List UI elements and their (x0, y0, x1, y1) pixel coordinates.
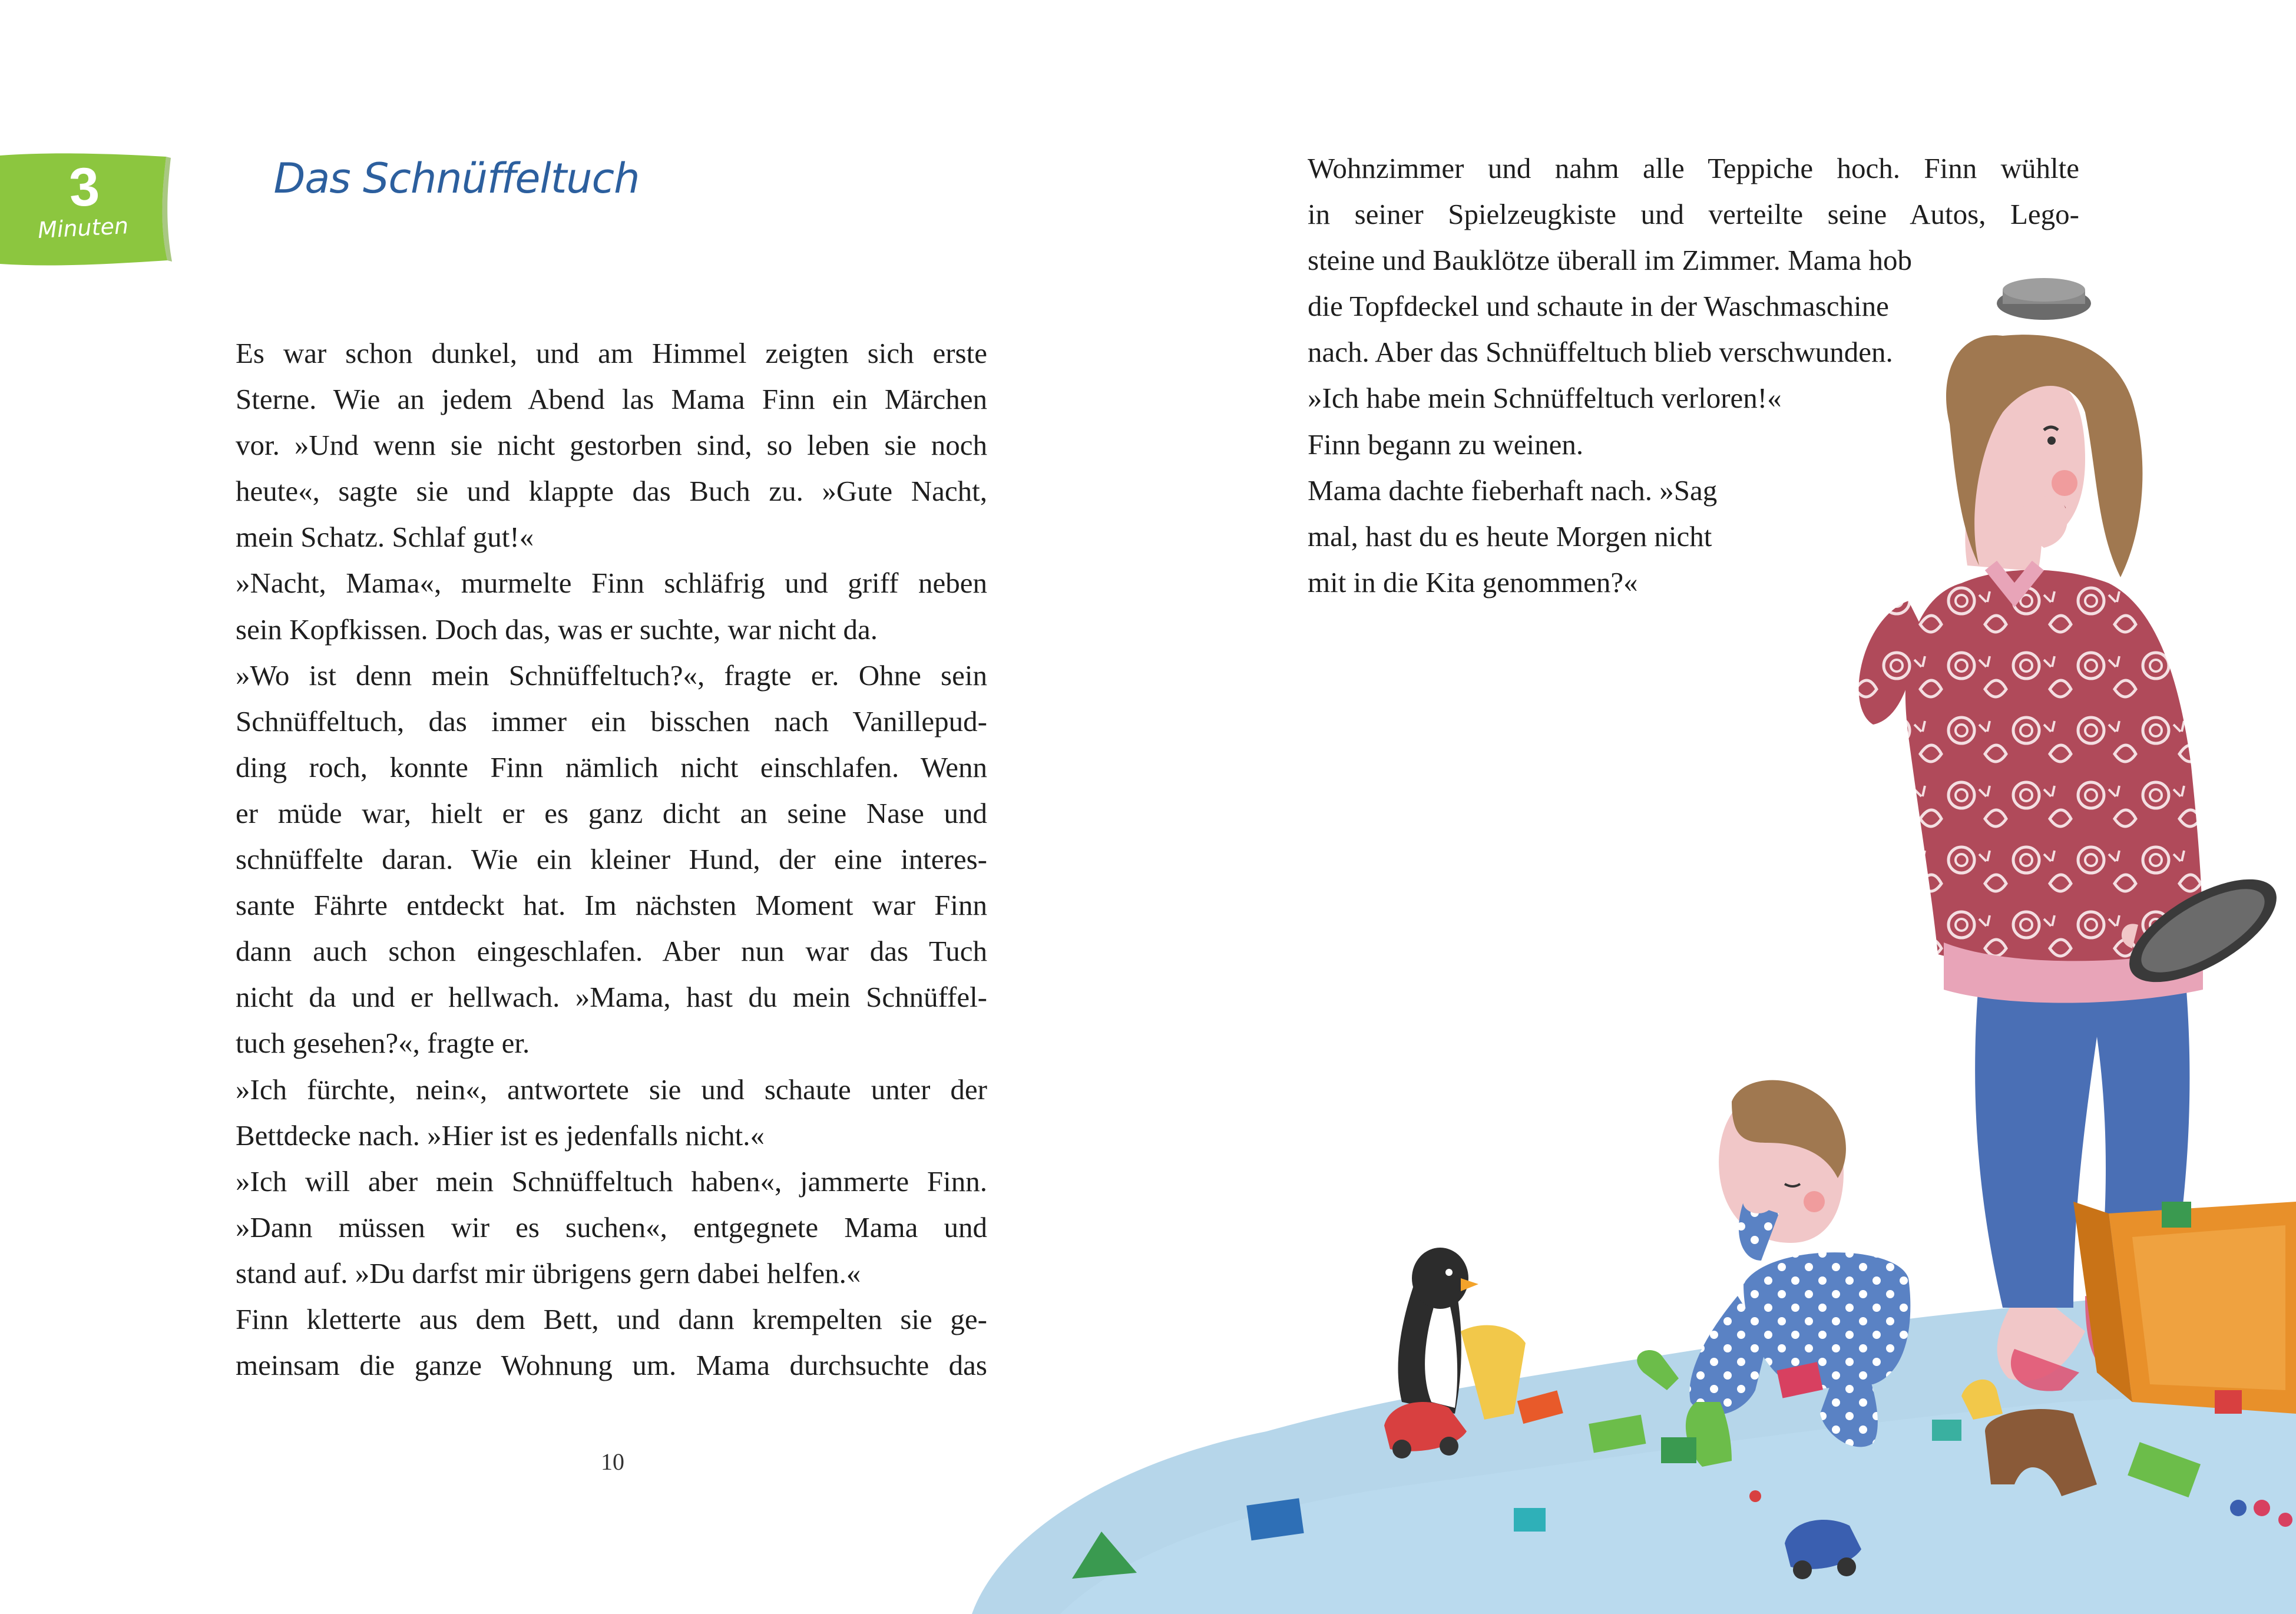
text-line: Finn begann zu weinen. (1308, 428, 1584, 461)
text-line: er müde war, hielt er es ganz dicht an seine Nase und (236, 796, 987, 829)
text-line: Wohnzimmer und nahm alle Teppiche hoch. Finn wühlte (1308, 152, 2079, 184)
reading-time-number: 3 (67, 156, 101, 219)
text-line: steine und Bauklötze überall im Zimmer. Mama hob (1308, 244, 1913, 277)
text-line: Bettdecke nach. »Hier ist es jedenfalls nicht.« (236, 1119, 765, 1152)
text-line: mal, hast du es heute Morgen nicht (1308, 520, 1712, 553)
text-line: nicht da und er hellwach. »Mama, hast du mein Schnüffel- (236, 981, 987, 1014)
text-line: vor. »Und wenn sie nicht gestorben sind, so leben sie noch (236, 429, 987, 462)
page-number: 10 (601, 1448, 624, 1475)
text-line: mein Schatz. Schlaf gut!« (236, 521, 534, 554)
text-line: mit in die Kita genommen?« (1308, 565, 1638, 598)
left-page-text (236, 330, 987, 1388)
text-line: stand auf. »Du darfst mir übrigens gern dabei helfen.« (236, 1256, 861, 1289)
text-line: Mama dachte fieberhaft nach. »Sag (1308, 474, 1718, 507)
text-line: »Nacht, Mama«, murmelte Finn schläfrig und griff neben (236, 567, 987, 600)
text-line: nach. Aber das Schnüffeltuch blieb verschwunden. (1308, 336, 1893, 369)
text-line: dann auch schon eingeschlafen. Aber nun war das Tuch (236, 935, 987, 968)
text-line: in seiner Spielzeugkiste und verteilte seine Autos, Lego- (1308, 198, 2079, 231)
text-line: heute«, sagte sie und klappte das Buch zu. »Gute Nacht, (236, 475, 987, 508)
text-line: schnüffelte daran. Wie ein kleiner Hund, der eine interes- (236, 843, 987, 876)
text-line: sein Kopfkissen. Doch das, was er suchte, war nicht da. (236, 613, 878, 646)
chapter-title: Das Schnüffeltuch (273, 154, 640, 203)
text-line: »Ich will aber mein Schnüffeltuch haben«, jammerte Finn. (236, 1165, 987, 1198)
text-line: die Topfdeckel und schaute in der Waschmaschine (1308, 290, 1889, 323)
text-line: »Ich habe mein Schnüffeltuch verloren!« (1308, 382, 1782, 415)
text-line: Es war schon dunkel, und am Himmel zeigten sich erste (236, 337, 987, 369)
text-line: Schnüffeltuch, das immer ein bisschen nach Vanillepud- (236, 705, 987, 737)
right-page-text (1308, 145, 2079, 606)
text-line: ding roch, konnte Finn nämlich nicht einschlafen. Wenn (236, 750, 987, 783)
text-line: Finn kletterte aus dem Bett, und dann krempelten sie ge- (236, 1302, 987, 1335)
text-line: tuch gesehen?«, fragte er. (236, 1027, 530, 1060)
text-line: »Dann müssen wir es suchen«, entgegnete Mama und (236, 1210, 987, 1243)
text-line: Sterne. Wie an jedem Abend las Mama Finn ein Märchen (236, 383, 987, 416)
reading-time-label: Minuten (37, 213, 129, 243)
text-line: meinsam die ganze Wohnung um. Mama durchsuchte das (236, 1349, 987, 1382)
text-line: »Ich fürchte, nein«, antwortete sie und schaute unter der (236, 1073, 987, 1106)
text-line: sante Fährte entdeckt hat. Im nächsten Moment war Finn (236, 889, 987, 922)
reading-time-tab (0, 152, 177, 270)
text-line: »Wo ist denn mein Schnüffeltuch?«, fragte er. Ohne sein (236, 659, 987, 692)
